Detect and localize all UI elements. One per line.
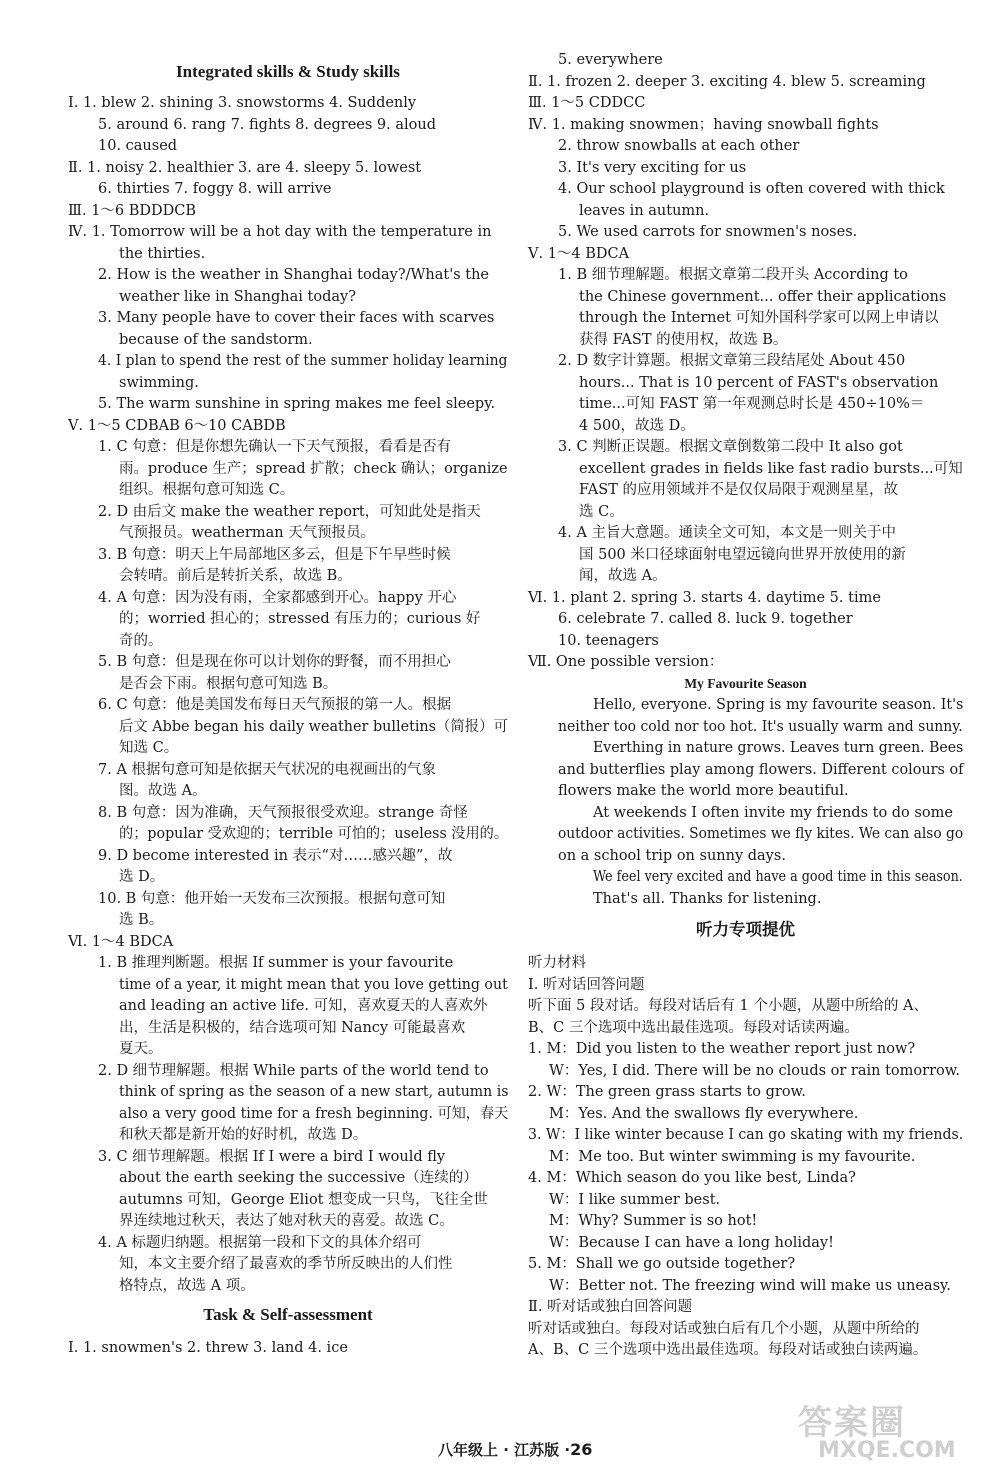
text-line: 2. throw snowballs at each other: [558, 138, 800, 154]
text-line: autumns 可知，George Eliot 想变成一只鸟，飞往全世: [119, 1192, 488, 1208]
text-line: 夏天。: [119, 1041, 163, 1057]
text-line: 1. B 细节理解题。根据文章第二段开头 According to: [558, 267, 908, 283]
text-line: 后文 Abbe began his daily weather bulletins（简报）可: [119, 719, 508, 735]
page-footer: [438, 1439, 592, 1460]
text-line: 会转晴。前后是转折关系，故选 B。: [119, 568, 352, 584]
text-line: hours... That is 10 percent of FAST's observation: [579, 375, 939, 391]
text-line: 6. celebrate 7. called 8. luck 9. together: [558, 611, 853, 627]
text-line: Ⅲ. 1～6 BDDDCB: [68, 203, 197, 219]
section-heading: 听力专项提优: [696, 920, 795, 939]
text-line: 1. C 句意：但是你想先确认一下天气预报，看看是否有: [98, 439, 452, 455]
text-line: time...可知 FAST 第一年观测总时长是 450÷10%＝: [579, 396, 925, 412]
text-line: W：I like summer best.: [549, 1192, 721, 1208]
text-line: 5. We used carrots for snowmen's noses.: [558, 224, 858, 240]
text-line: on a school trip on sunny days.: [558, 848, 786, 864]
text-line: 的；popular 受欢迎的；terrible 可怕的；useless 没用的。: [119, 826, 509, 842]
text-line: and butterflies play among flowers. Different colours of: [558, 762, 964, 778]
text-line: 3. C 细节理解题。根据 If I were a bird I would fly: [98, 1149, 446, 1165]
text-line: Everthing in nature grows. Leaves turn green. Bees: [593, 740, 964, 756]
text-line: leaves in autumn.: [579, 203, 710, 219]
text-line: flowers make the world more beautiful.: [558, 783, 849, 799]
section-heading: My Favourite Season: [684, 676, 807, 691]
text-line: 4 500，故选 D。: [579, 418, 695, 434]
text-line: also a very good time for a fresh beginning. 可知，春天: [119, 1106, 509, 1122]
text-line: We feel very excited and have a good time in this season.: [593, 869, 963, 885]
text-line: Ⅵ. 1～4 BDCA: [68, 934, 174, 950]
text-line: 4. A 标题归纳题。根据第一段和下文的具体介绍可: [98, 1235, 422, 1251]
text-line: 10. caused: [98, 138, 178, 154]
text-line: 3. It's very exciting for us: [558, 160, 747, 176]
text-line: 2. W：The green grass starts to grow.: [528, 1084, 806, 1100]
text-line: 5. B 句意：但是现在你可以计划你的野餐，而不用担心: [98, 654, 451, 670]
footer-label: 八年级上 · 江苏版 ·: [438, 1441, 571, 1459]
text-line: 8. B 句意：因为准确，天气预报很受欢迎。strange 奇怪: [98, 805, 468, 821]
text-line: Ⅵ. 1. plant 2. spring 3. starts 4. daytime 5. time: [528, 590, 881, 606]
text-line: W：Because I can have a long holiday!: [549, 1235, 834, 1251]
text-line: 气预报员。weatherman 天气预报员。: [119, 525, 376, 541]
text-line: 9. D become interested in 表示“对……感兴趣”，故: [98, 848, 453, 864]
text-line: 1. B 推理判断题。根据 If summer is your favourite: [98, 955, 454, 971]
text-line: 3. C 判断正误题。根据文章倒数第二段中 It also got: [558, 439, 903, 455]
text-line: Ⅰ. 1. snowmen's 2. threw 3. land 4. ice: [68, 1340, 348, 1356]
text-line: 2. D 由后文 make the weather report，可知此处是指天: [98, 504, 481, 520]
text-line: 听对话或独白。每段对话或独白后有几个小题，从题中所给的: [528, 1321, 920, 1337]
text-line: weather like in Shanghai today?: [119, 289, 356, 305]
text-line: and leading an active life. 可知，喜欢夏天的人喜欢外: [119, 998, 488, 1014]
text-line: the Chinese government... offer their applications: [579, 289, 947, 305]
text-line: 知，本文主要介绍了最喜欢的季节所反映出的人们性: [119, 1256, 453, 1272]
text-line: B、C 三个选项中选出最佳选项。每段对话读两遍。: [528, 1020, 859, 1036]
text-line: Hello, everyone. Spring is my favourite season. It's: [593, 697, 964, 713]
text-line: M：Why? Summer is so hot!: [549, 1213, 758, 1229]
text-line: the thirties.: [119, 246, 206, 262]
text-line: 是否会下雨。根据句意可知选 B。: [119, 676, 338, 692]
text-line: FAST 的应用领域并不是仅仅局限于观测星星，故: [579, 482, 898, 498]
text-line: about the earth seeking the successive（连续的）: [119, 1170, 478, 1186]
text-line: Ⅳ. 1. Tomorrow will be a hot day with the temperature in: [68, 224, 492, 240]
text-line: 雨。produce 生产；spread 扩散；check 确认；organize: [119, 461, 508, 477]
section-heading: Task & Self-assessment: [203, 1305, 373, 1324]
text-line: Ⅴ. 1～5 CDBAB 6～10 CABDB: [68, 418, 286, 434]
text-line: 4. M：Which season do you like best, Linda?: [528, 1170, 856, 1186]
section-heading: Integrated skills & Study skills: [176, 62, 400, 81]
text-line: swimming.: [119, 375, 199, 391]
text-line: 6. thirties 7. foggy 8. will arrive: [98, 181, 332, 197]
text-line: excellent grades in fields like fast radio bursts...可知: [579, 461, 963, 477]
text-line: 出，生活是积极的，结合选项可知 Nancy 可能最喜欢: [119, 1020, 466, 1036]
text-line: Ⅱ. 1. noisy 2. healthier 3. are 4. sleepy 5. lowest: [68, 160, 422, 176]
text-line: W：Better not. The freezing wind will make us uneasy.: [549, 1278, 951, 1294]
text-line: W：Yes, I did. There will be no clouds or rain tomorrow.: [549, 1063, 961, 1079]
text-line: 获得 FAST 的使用权，故选 B。: [579, 332, 788, 348]
page-number: 26: [570, 1440, 593, 1459]
text-line: think of spring as the season of a new start, autumn is: [119, 1084, 509, 1100]
text-line: M：Me too. But winter swimming is my favourite.: [549, 1149, 916, 1165]
text-line: time of a year, it might mean that you love getting out: [119, 977, 508, 993]
text-line: 奇的。: [119, 633, 163, 649]
text-line: outdoor activities. Sometimes we fly kites. We can also go: [558, 826, 964, 842]
text-line: 4. A 句意：因为没有雨，全家都感到开心。happy 开心: [98, 590, 457, 606]
text-line: 6. C 句意：他是美国发布每日天气预报的第一人。根据: [98, 697, 452, 713]
text-line: 5. M：Shall we go outside together?: [528, 1256, 796, 1272]
text-line: 图。故选 A。: [119, 783, 207, 799]
text-line: Ⅳ. 1. making snowmen；having snowball fights: [528, 117, 879, 133]
text-line: 知选 C。: [119, 740, 179, 756]
text-line: because of the sandstorm.: [119, 332, 313, 348]
text-line: 2. D 细节理解题。根据 While parts of the world tend to: [98, 1063, 489, 1079]
text-line: 10. B 句意：他开始一天发布三次预报。根据句意可知: [98, 891, 446, 907]
text-line: M：Yes. And the swallows fly everywhere.: [549, 1106, 859, 1122]
text-line: 组织。根据句意可知选 C。: [119, 482, 295, 498]
text-line: 1. M：Did you listen to the weather report just now?: [528, 1041, 916, 1057]
text-line: 4. Our school playground is often covered with thick: [558, 181, 945, 197]
watermark-logo: 答案圈: [798, 1403, 906, 1443]
text-line: 2. D 数字计算题。根据文章第三段结尾处 About 450: [558, 353, 906, 369]
text-line: 7. A 根据句意可知是依据天气状况的电视画出的气象: [98, 762, 437, 778]
watermark-site: MXQE.COM: [818, 1438, 956, 1463]
text-line: That's all. Thanks for listening.: [593, 891, 822, 907]
text-line: 5. The warm sunshine in spring makes me feel sleepy.: [98, 396, 496, 412]
text-line: 2. How is the weather in Shanghai today?/What's the: [98, 267, 489, 283]
text-line: A、B、C 三个选项中选出最佳选项。每段对话或独白读两遍。: [528, 1342, 928, 1358]
text-line: 5. everywhere: [558, 52, 663, 68]
text-line: 的；worried 担心的；stressed 有压力的；curious 好: [119, 611, 481, 627]
text-line: 3. B 句意：明天上午局部地区多云，但是下午早些时候: [98, 547, 451, 563]
text-line: 格特点，故选 A 项。: [119, 1278, 255, 1294]
text-line: 5. around 6. rang 7. fights 8. degrees 9. aloud: [98, 117, 436, 133]
text-line: 界连续地过秋天，表达了她对秋天的喜爱。故选 C。: [119, 1213, 454, 1229]
text-line: Ⅶ. One possible version：: [528, 654, 724, 670]
text-line: Ⅴ. 1～4 BDCA: [528, 246, 630, 262]
text-line: Ⅱ. 1. frozen 2. deeper 3. exciting 4. blew 5. screaming: [528, 74, 926, 90]
text-line: 闻，故选 A。: [579, 568, 667, 584]
text-line: 和秋天都是新开始的好时机，故选 D。: [119, 1127, 368, 1143]
text-line: Ⅲ. 1～5 CDDCC: [528, 95, 646, 111]
text-line: 听下面 5 段对话。每段对话后有 1 个小题，从题中所给的 A、: [528, 998, 928, 1014]
text-line: 选 C。: [579, 504, 624, 520]
text-line: Ⅰ. 听对话回答问题: [528, 977, 645, 993]
text-line: 选 D。: [119, 869, 165, 885]
text-line: 选 B。: [119, 912, 164, 928]
text-line: 3. Many people have to cover their faces with scarves: [98, 310, 495, 326]
text-line: neither too cold nor too hot. It's usually warm and sunny.: [558, 719, 963, 735]
text-line: Ⅰ. 1. blew 2. shining 3. snowstorms 4. Suddenly: [68, 95, 417, 111]
text-line: 国 500 米口径球面射电望远镜向世界开放使用的新: [579, 547, 906, 563]
text-line: 10. teenagers: [558, 633, 659, 649]
text-line: 4. I plan to spend the rest of the summer holiday learning: [98, 353, 508, 369]
text-line: 4. A 主旨大意题。通读全文可知，本文是一则关于中: [558, 525, 897, 541]
text-line: At weekends I often invite my friends to do some: [593, 805, 953, 821]
text-line: Ⅱ. 听对话或独白回答问题: [528, 1299, 693, 1315]
text-line: 听力材料: [528, 955, 586, 971]
text-line: through the Internet 可知外国科学家可以网上申请以: [579, 310, 939, 326]
text-line: 3. W：I like winter because I can go skating with my friends.: [528, 1127, 964, 1143]
